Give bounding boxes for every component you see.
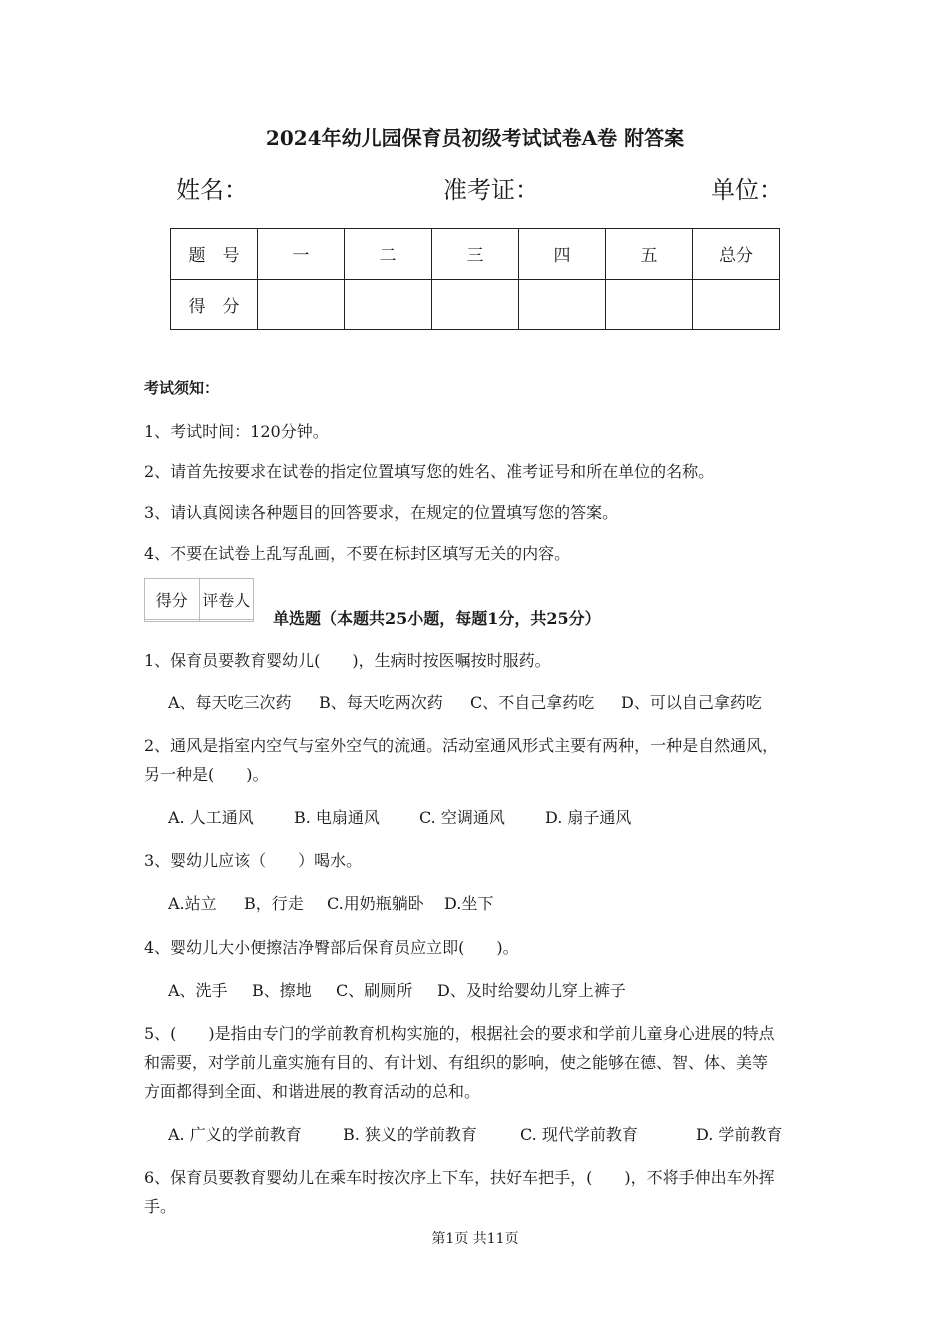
question-option: D. 学前教育 (696, 1125, 783, 1144)
score-table-header-cell: 一 (258, 229, 345, 280)
notice-item: 1、考试时间：120分钟。 (144, 422, 329, 441)
question-text: 手。 (144, 1197, 177, 1216)
question-text: 5、( )是指由专门的学前教育机构实施的，根据社会的要求和学前儿童身心进展的特点 (144, 1024, 775, 1043)
score-cell (258, 279, 345, 330)
score-cell (606, 279, 693, 330)
score-table-header-row (171, 229, 780, 280)
section-title: 单选题（本题共25小题，每题1分，共25分） (273, 609, 601, 628)
score-cell (432, 279, 519, 330)
grader-name-cell (199, 620, 254, 622)
question-option: C. 空调通风 (419, 808, 505, 827)
question-text: 和需要，对学前儿童实施有目的、有计划、有组织的影响，使之能够在德、智、体、美等 (144, 1053, 769, 1072)
score-table-header-cell: 总分 (693, 229, 780, 280)
notice-heading: 考试须知： (144, 379, 220, 397)
notice-item: 2、请首先按要求在试卷的指定位置填写您的姓名、准考证号和所在单位的名称。 (144, 462, 715, 481)
notice-item: 3、请认真阅读各种题目的回答要求，在规定的位置填写您的答案。 (144, 503, 619, 522)
question-option: D、及时给婴幼儿穿上裤子 (437, 981, 626, 1000)
question-text: 4、婴幼儿大小便擦洁净臀部后保育员应立即( )。 (144, 938, 519, 957)
grader-score-cell (145, 620, 200, 622)
score-table-header-cell: 题 号 (171, 229, 258, 280)
question-text: 1、保育员要教育婴幼儿( )，生病时按医嘱按时服药。 (144, 651, 551, 670)
question-text: 2、通风是指室内空气与室外空气的流通。活动室通风形式主要有两种，一种是自然通风， (144, 736, 779, 755)
grader-name-label: 评卷人 (199, 579, 254, 620)
exam-id-field-label: 准考证： (443, 176, 539, 204)
question-option: C. 现代学前教育 (520, 1125, 638, 1144)
notice-item: 4、不要在试卷上乱写乱画，不要在标封区填写无关的内容。 (144, 544, 571, 563)
question-text: 3、婴幼儿应该（ ）喝水。 (144, 851, 363, 870)
score-table-score-row (171, 279, 780, 330)
score-table-header-cell: 五 (606, 229, 693, 280)
question-text: 方面都得到全面、和谐进展的教育活动的总和。 (144, 1082, 481, 1101)
question-option: C、刷厕所 (336, 981, 413, 1000)
question-option: D.坐下 (444, 894, 494, 913)
question-text: 6、保育员要教育婴幼儿在乘车时按次序上下车，扶好车把手，( )，不将手伸出车外挥 (144, 1168, 775, 1187)
grader-box-blank-row (145, 620, 254, 622)
question-option: B，行走 (244, 894, 304, 913)
question-option: C.用奶瓶躺卧 (327, 894, 424, 913)
score-table-header-cell: 四 (519, 229, 606, 280)
question-option: A. 广义的学前教育 (168, 1125, 302, 1144)
question-option: B. 电扇通风 (294, 808, 380, 827)
grader-box (144, 578, 254, 622)
score-cell (519, 279, 606, 330)
question-option: B、每天吃两次药 (319, 693, 443, 712)
score-table (170, 228, 780, 330)
question-option: D、可以自己拿药吃 (621, 693, 762, 712)
question-option: A、每天吃三次药 (168, 693, 292, 712)
question-text: 另一种是( )。 (144, 765, 269, 784)
name-field-label: 姓名： (176, 176, 248, 204)
question-option: C、不自己拿药吃 (470, 693, 595, 712)
score-cell (693, 279, 780, 330)
score-table-header-cell: 二 (345, 229, 432, 280)
grader-box-header-row (145, 579, 254, 620)
score-cell (345, 279, 432, 330)
question-option: B. 狭义的学前教育 (343, 1125, 477, 1144)
question-option: D. 扇子通风 (545, 808, 632, 827)
page-title: 2024年幼儿园保育员初级考试试卷A卷 附答案 (265, 126, 685, 150)
question-option: A. 人工通风 (168, 808, 254, 827)
question-option: A、洗手 (168, 981, 228, 1000)
score-table-header-cell: 三 (432, 229, 519, 280)
grader-score-label: 得分 (145, 579, 200, 620)
unit-field-label: 单位： (711, 176, 783, 204)
score-row-label: 得 分 (171, 279, 258, 330)
question-option: B、擦地 (252, 981, 312, 1000)
page-footer: 第1页 共11页 (431, 1231, 519, 1247)
question-option: A.站立 (168, 894, 217, 913)
